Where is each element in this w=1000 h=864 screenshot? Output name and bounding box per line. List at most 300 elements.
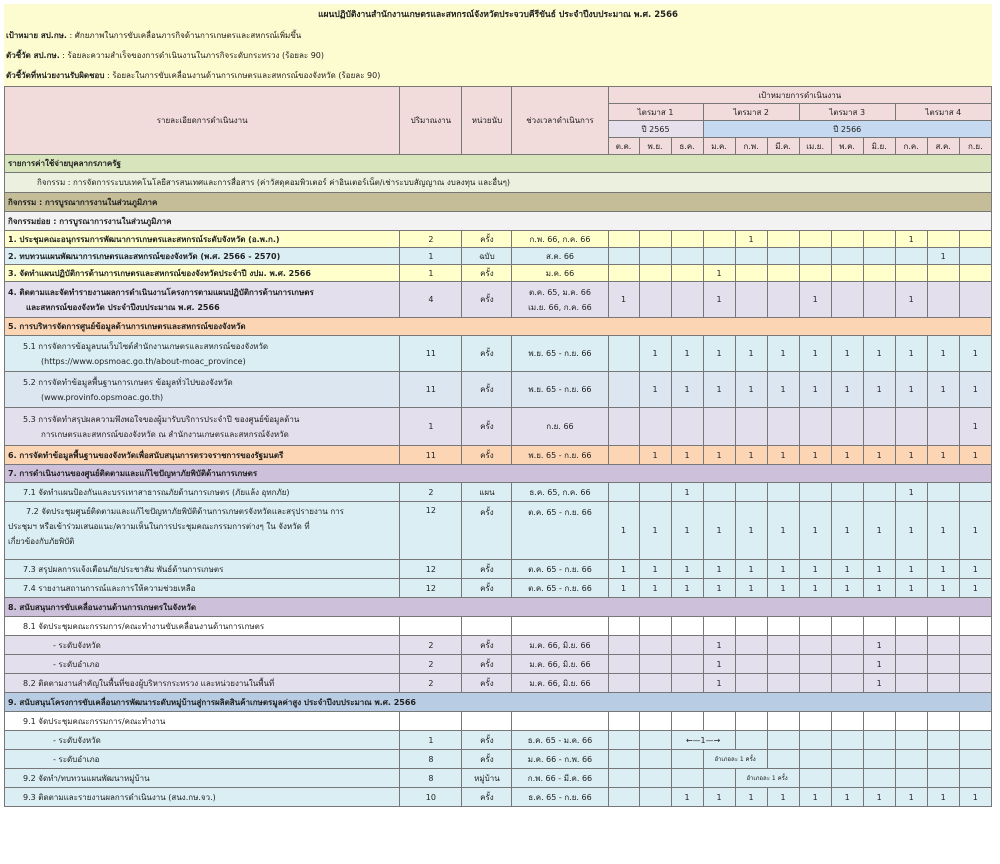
month-cell: 1 [927, 502, 959, 560]
month-cell [895, 248, 927, 265]
month-cell [767, 617, 799, 636]
section-label: 9. สนับสนุนโครงการขับเคลื่อนการพัฒนาระดับหมู่บ้านสู่การผลิตสินค้าเกษตรมูลค่าสูง ประจำปีงบประมาณ พ.ศ. 2566 [5, 693, 992, 712]
arrow-span [671, 731, 735, 750]
row-label: 9.2 จัดทำ/ทบทวนแผนพัฒนาหมู่บ้าน [5, 769, 400, 788]
row-unit: ครั้ง [462, 636, 512, 655]
month-cell: 1 [671, 446, 703, 465]
table-row [5, 617, 992, 636]
month-cell: 1 [927, 788, 959, 807]
page-title: แผนปฏิบัติงานสำนักงานเกษตรและสหกรณ์จังหวัดประจวบคีรีขันธ์ ประจำปีงบประมาณ พ.ศ. 2566 [318, 10, 678, 20]
month-cell: 1 [671, 483, 703, 502]
month-cell: 1 [927, 336, 959, 372]
month-cell: 1 [767, 560, 799, 579]
row-period: พ.ย. 65 - ก.ย. 66 [512, 336, 608, 372]
section-row [5, 155, 992, 173]
month-cell [671, 674, 703, 693]
month-cell [671, 655, 703, 674]
row-qty: 1 [400, 248, 462, 265]
quarter-3-header: ไตรมาส 3 [799, 104, 895, 121]
month-cell [799, 674, 831, 693]
month-cell: 1 [959, 336, 991, 372]
left-arrow-icon: ←— [685, 735, 701, 745]
month-cell: 1 [959, 560, 991, 579]
month-cell: 1 [895, 231, 927, 248]
row-label: 9.1 จัดประชุมคณะกรรมการ/คณะทำงาน [5, 712, 400, 731]
month-cell: 1 [735, 336, 767, 372]
month-header: พ.ค. [831, 138, 863, 155]
month-cell [703, 248, 735, 265]
month-cell [608, 712, 639, 731]
month-cell [799, 408, 831, 446]
month-cell [639, 636, 671, 655]
row-period: ม.ค. 66, มิ.ย. 66 [512, 636, 608, 655]
month-cell [799, 483, 831, 502]
month-cell: 1 [799, 502, 831, 560]
month-cell: 1 [831, 579, 863, 598]
month-cell: 1 [671, 560, 703, 579]
month-cell [799, 636, 831, 655]
month-cell: 1 [831, 372, 863, 408]
month-cell [927, 282, 959, 318]
table-row [5, 372, 992, 408]
month-cell [703, 231, 735, 248]
month-cell [895, 655, 927, 674]
month-cell [959, 282, 991, 318]
month-cell [735, 617, 767, 636]
row-unit: ครั้ง [462, 408, 512, 446]
row-period: ม.ค. 66, มิ.ย. 66 [512, 655, 608, 674]
col-target-header: เป้าหมายการดำเนินงาน [608, 87, 991, 104]
month-cell: 1 [639, 560, 671, 579]
row-qty: 1 [400, 265, 462, 282]
month-cell [608, 248, 639, 265]
month-cell [735, 655, 767, 674]
month-cell [927, 655, 959, 674]
month-cell [831, 408, 863, 446]
month-cell: 1 [863, 446, 895, 465]
month-cell [639, 483, 671, 502]
indicator-text: : ร้อยละความสำเร็จของการดำเนินงานในภารกิจระดับกระทรวง (ร้อยละ 90) [59, 51, 324, 60]
month-cell: 1 [831, 446, 863, 465]
month-cell: 1 [703, 282, 735, 318]
month-cell: 1 [703, 446, 735, 465]
month-header: ต.ค. [608, 138, 639, 155]
section-label: กิจกรรม : การบูรณาการงานในส่วนภูมิภาค [5, 193, 992, 212]
month-cell: 1 [767, 372, 799, 408]
month-cell [608, 372, 639, 408]
row-qty: 2 [400, 483, 462, 502]
month-cell [639, 712, 671, 731]
month-cell [863, 617, 895, 636]
month-cell [639, 248, 671, 265]
row-qty: 1 [400, 731, 462, 750]
section-label: รายการค่าใช้จ่ายบุคลากรภาครัฐ [5, 155, 992, 173]
section-label: 7. การดำเนินงานของศูนย์ติดตามและแก้ไขปัญหาภัยพิบัติด้านการเกษตร [5, 465, 992, 483]
row-qty: 11 [400, 446, 462, 465]
table-row [5, 446, 992, 465]
month-cell [608, 788, 639, 807]
month-cell [831, 231, 863, 248]
section-row [5, 465, 992, 483]
row-unit: หมู่บ้าน [462, 769, 512, 788]
row-label: 4. ติดตามและจัดทำรายงานผลการดำเนินงานโครงการตามแผนปฏิบัติการด้านการเกษตร และสหกรณ์ของจังหวัด ประจำปีงบประมาณ พ.ศ. 2566 [5, 282, 400, 318]
month-cell [671, 231, 703, 248]
month-cell: 1 [863, 336, 895, 372]
month-cell: 1 [959, 788, 991, 807]
month-cell [767, 674, 799, 693]
month-cell: 1 [608, 502, 639, 560]
month-cell [703, 617, 735, 636]
month-cell [831, 617, 863, 636]
row-period: ส.ค. 66 [512, 248, 608, 265]
month-cell [959, 712, 991, 731]
month-cell: 1 [959, 502, 991, 560]
month-cell: 1 [735, 560, 767, 579]
table-row [5, 579, 992, 598]
month-cell [831, 674, 863, 693]
month-cell: 1 [799, 560, 831, 579]
month-cell [608, 617, 639, 636]
row-period: ก.พ. 66 - มี.ค. 66 [512, 769, 608, 788]
month-cell [959, 265, 991, 282]
month-cell: 1 [863, 636, 895, 655]
month-cell [959, 674, 991, 693]
row-unit: ครั้ง [462, 502, 512, 560]
month-cell: 1 [671, 788, 703, 807]
row-period: ธ.ค. 65 - ม.ค. 66 [512, 731, 608, 750]
row-qty: 4 [400, 282, 462, 318]
month-cell: 1 [895, 282, 927, 318]
month-cell [735, 408, 767, 446]
month-cell [735, 712, 767, 731]
plan-table [4, 86, 992, 807]
month-cell [927, 265, 959, 282]
month-cell [799, 231, 831, 248]
table-row [5, 560, 992, 579]
month-cell: 1 [767, 336, 799, 372]
month-cell: 1 [608, 560, 639, 579]
month-cell [608, 336, 639, 372]
month-header: ก.ย. [959, 138, 991, 155]
month-cell [863, 248, 895, 265]
month-cell: 1 [927, 372, 959, 408]
month-cell [959, 248, 991, 265]
month-header: ธ.ค. [671, 138, 703, 155]
month-cell: 1 [959, 579, 991, 598]
row-label: 8.1 จัดประชุมคณะกรรมการ/คณะทำงานขับเคลื่อนงานด้านการเกษตร [5, 617, 400, 636]
row-label: 6. การจัดทำข้อมูลพื้นฐานของจังหวัดเพื่อสนับสนุนการตรวจราชการของรัฐมนตรี [5, 446, 400, 465]
month-cell [735, 636, 767, 655]
month-cell [608, 265, 639, 282]
month-cell [608, 655, 639, 674]
table-row [5, 265, 992, 282]
row-qty: 12 [400, 579, 462, 598]
row-label: - ระดับอำเภอ [5, 750, 400, 769]
month-cell [608, 483, 639, 502]
table-row [5, 712, 992, 731]
row-unit: ครั้ง [462, 265, 512, 282]
row-label: 5.2 การจัดทำข้อมูลพื้นฐานการเกษตร ข้อมูลทั่วไปของจังหวัด (www.provinfo.opsmoac.go.th) [5, 372, 400, 408]
month-header: มี.ค. [767, 138, 799, 155]
month-cell [639, 282, 671, 318]
row-qty: 8 [400, 769, 462, 788]
month-cell: 1 [735, 502, 767, 560]
month-header: ก.พ. [735, 138, 767, 155]
month-cell [671, 265, 703, 282]
row-label: 5.1 การจัดการข้อมูลบนเว็บไซต์สำนักงานเกษตรและสหกรณ์ของจังหวัด (https://www.opsmoac.go.th/about-moac_province) [5, 336, 400, 372]
month-cell: 1 [863, 372, 895, 408]
note-cell: อำเภอละ 1 ครั้ง [703, 750, 767, 769]
row-period: ม.ค. 66, มิ.ย. 66 [512, 674, 608, 693]
month-cell [671, 617, 703, 636]
month-cell: 1 [671, 579, 703, 598]
row-period: ก.ย. 66 [512, 408, 608, 446]
month-cell [799, 248, 831, 265]
month-cell [608, 674, 639, 693]
row-unit: ครั้ง [462, 446, 512, 465]
month-cell: 1 [703, 674, 735, 693]
month-cell: 1 [895, 788, 927, 807]
month-cell: 1 [799, 282, 831, 318]
month-cell: 1 [895, 372, 927, 408]
month-cell: 1 [895, 560, 927, 579]
month-cell: 1 [703, 560, 735, 579]
row-label: 7.4 รายงานสถานการณ์และการให้ความช่วยเหลือ [5, 579, 400, 598]
month-cell: 1 [831, 502, 863, 560]
month-cell [671, 408, 703, 446]
month-cell: 1 [735, 446, 767, 465]
row-period: ม.ค. 66 - ก.พ. 66 [512, 750, 608, 769]
month-cell [671, 282, 703, 318]
row-period: ก.พ. 66, ก.ค. 66 [512, 231, 608, 248]
month-cell: 1 [703, 655, 735, 674]
month-cell: 1 [671, 372, 703, 408]
row-qty: 10 [400, 788, 462, 807]
right-arrow-icon: —→ [705, 735, 721, 745]
row-label: 1. ประชุมคณะอนุกรรมการพัฒนาการเกษตรและสหกรณ์ระดับจังหวัด (อ.พ.ก.) [5, 231, 400, 248]
unit-indicator-label: ตัวชี้วัดที่หน่วยงานรับผิดชอบ [6, 71, 105, 80]
month-cell: 1 [895, 502, 927, 560]
row-unit: ครั้ง [462, 674, 512, 693]
month-cell [608, 408, 639, 446]
table-row [5, 336, 992, 372]
unit-indicator-text: : ร้อยละในการขับเคลื่อนงานด้านการเกษตรและสหกรณ์ของจังหวัด (ร้อยละ 90) [104, 71, 381, 80]
row-period: ต.ค. 65 - ก.ย. 66 [512, 502, 608, 560]
month-cell: 1 [927, 446, 959, 465]
month-cell [831, 248, 863, 265]
row-unit: ครั้ง [462, 560, 512, 579]
month-cell [863, 483, 895, 502]
month-cell [799, 655, 831, 674]
month-cell: 1 [703, 265, 735, 282]
row-qty: 2 [400, 636, 462, 655]
month-cell [639, 655, 671, 674]
row-unit: ครั้ง [462, 788, 512, 807]
row-label: 2. ทบทวนแผนพัฒนาการเกษตรและสหกรณ์ของจังหวัด (พ.ศ. 2566 - 2570) [5, 248, 400, 265]
table-row [5, 231, 992, 248]
row-period: พ.ย. 65 - ก.ย. 66 [512, 372, 608, 408]
table-row [5, 731, 992, 750]
month-cell: 1 [639, 502, 671, 560]
month-cell [799, 617, 831, 636]
month-cell: 1 [799, 336, 831, 372]
month-cell [735, 265, 767, 282]
row-qty: 11 [400, 336, 462, 372]
month-header: เม.ย. [799, 138, 831, 155]
row-period: ธ.ค. 65, ก.ค. 66 [512, 483, 608, 502]
table-row [5, 502, 992, 560]
section-row [5, 193, 992, 212]
month-cell [831, 636, 863, 655]
row-qty: 12 [400, 502, 462, 560]
month-cell: 1 [831, 336, 863, 372]
row-label: - ระดับจังหวัด [5, 731, 400, 750]
month-cell: 1 [735, 231, 767, 248]
month-cell: 1 [735, 579, 767, 598]
month-cell: 1 [927, 248, 959, 265]
month-cell: 1 [735, 372, 767, 408]
row-label: 7.3 สรุปผลการแจ้งเตือนภัย/ประชาสัม พันธ์ด้านการเกษตร [5, 560, 400, 579]
arrow-value: 1 [700, 735, 706, 745]
col-period-header: ช่วงเวลาดำเนินการ [512, 87, 608, 155]
month-cell [863, 408, 895, 446]
month-cell: 1 [703, 502, 735, 560]
month-cell: 1 [639, 446, 671, 465]
activity-row [5, 173, 992, 193]
month-header: ม.ค. [703, 138, 735, 155]
month-cell [703, 408, 735, 446]
table-row [5, 408, 992, 446]
month-cell [959, 617, 991, 636]
month-cell: 1 [608, 282, 639, 318]
row-qty: 11 [400, 372, 462, 408]
month-cell [735, 282, 767, 318]
year-2565-header: ปี 2565 [608, 121, 703, 138]
year-2566-header: ปี 2566 [703, 121, 991, 138]
month-cell [767, 655, 799, 674]
month-cell [767, 265, 799, 282]
row-unit: แผน [462, 483, 512, 502]
month-cell [703, 483, 735, 502]
month-header: มิ.ย. [863, 138, 895, 155]
month-cell: 1 [895, 579, 927, 598]
month-cell [608, 446, 639, 465]
month-cell [767, 636, 799, 655]
row-unit: ครั้ง [462, 731, 512, 750]
month-cell [767, 483, 799, 502]
table-row [5, 750, 992, 769]
month-cell [703, 712, 735, 731]
month-cell [863, 282, 895, 318]
month-cell [927, 617, 959, 636]
month-cell [608, 636, 639, 655]
month-cell [671, 636, 703, 655]
month-cell: 1 [703, 636, 735, 655]
month-cell [927, 712, 959, 731]
month-cell [735, 483, 767, 502]
row-unit: ครั้ง [462, 231, 512, 248]
month-cell: 1 [767, 502, 799, 560]
month-cell [863, 265, 895, 282]
row-qty: 1 [400, 408, 462, 446]
quarter-2-header: ไตรมาส 2 [703, 104, 799, 121]
row-label: - ระดับอำเภอ [5, 655, 400, 674]
section-row [5, 598, 992, 617]
month-cell [831, 712, 863, 731]
month-cell: 1 [671, 502, 703, 560]
row-period: พ.ย. 65 - ก.ย. 66 [512, 446, 608, 465]
month-cell [895, 265, 927, 282]
unit-indicator-line [4, 66, 992, 86]
month-cell: 1 [671, 336, 703, 372]
row-qty: 2 [400, 655, 462, 674]
month-cell [767, 408, 799, 446]
target-text: : ศักยภาพในการขับเคลื่อนภารกิจด้านการเกษตรและสหกรณ์เพิ่มขึ้น [66, 31, 302, 40]
month-cell: 1 [735, 788, 767, 807]
row-period: ต.ค. 65 - ก.ย. 66 [512, 579, 608, 598]
month-cell [639, 788, 671, 807]
month-cell: 1 [863, 579, 895, 598]
month-cell: 1 [863, 788, 895, 807]
row-label: 8.2 ติดตามงานสำคัญในพื้นที่ของผู้บริหารกระทรวง และหน่วยงานในพื้นที่ [5, 674, 400, 693]
month-cell [767, 712, 799, 731]
target-label: เป้าหมาย สป.กษ. [6, 31, 67, 40]
row-qty: 12 [400, 560, 462, 579]
table-row [5, 483, 992, 502]
row-unit: ฉบับ [462, 248, 512, 265]
section-row [5, 318, 992, 336]
month-cell: 1 [639, 579, 671, 598]
month-cell: 1 [863, 655, 895, 674]
month-cell [895, 674, 927, 693]
month-cell [927, 483, 959, 502]
month-cell [767, 282, 799, 318]
month-cell: 1 [703, 788, 735, 807]
row-period: ต.ค. 65, ม.ค. 66 เม.ย. 66, ก.ค. 66 [512, 282, 608, 318]
row-period: ต.ค. 65 - ก.ย. 66 [512, 560, 608, 579]
month-cell: 1 [767, 788, 799, 807]
section-label: 5. การบริหารจัดการศูนย์ข้อมูลด้านการเกษตรและสหกรณ์ของจังหวัด [5, 318, 992, 336]
month-cell [767, 248, 799, 265]
month-cell: 1 [799, 788, 831, 807]
month-cell [895, 617, 927, 636]
month-cell [639, 408, 671, 446]
table-row [5, 282, 992, 318]
month-cell [959, 655, 991, 674]
month-cell [767, 231, 799, 248]
row-unit: ครั้ง [462, 655, 512, 674]
row-label: 3. จัดทำแผนปฏิบัติการด้านการเกษตรและสหกรณ์ของจังหวัดประจำปี งปม. พ.ศ. 2566 [5, 265, 400, 282]
row-label: 5.3 การจัดทำสรุปผลความพึงพอใจของผู้มารับบริการประจำปี ของศูนย์ข้อมูลด้าน การเกษตรและสหกรณ์ของจังหวัด ณ สำนักงานเกษตรและสหกรณ์จังหวัด [5, 408, 400, 446]
month-cell [895, 712, 927, 731]
month-cell: 1 [927, 579, 959, 598]
month-cell: 1 [799, 579, 831, 598]
note-cell: อำเภอละ 1 ครั้ง [735, 769, 799, 788]
row-unit: ครั้ง [462, 282, 512, 318]
activity-label: กิจกรรม : การจัดการระบบเทคโนโลยีสารสนเทศและการสื่อสาร (ค่าวัสดุคอมพิวเตอร์ ค่าอินเตอร์เน็ต/เช่าระบบสัญญาณ งบลงทุน และอื่นๆ) [5, 173, 992, 193]
subactivity-label: กิจกรรมย่อย : การบูรณาการงานในส่วนภูมิภาค [5, 212, 992, 231]
month-cell: 1 [895, 446, 927, 465]
quarter-4-header: ไตรมาส 4 [895, 104, 991, 121]
month-cell [671, 712, 703, 731]
row-unit: ครั้ง [462, 750, 512, 769]
quarter-1-header: ไตรมาส 1 [608, 104, 703, 121]
month-cell [639, 617, 671, 636]
indicator-label: ตัวชี้วัด สป.กษ. [6, 51, 60, 60]
month-cell [895, 408, 927, 446]
month-cell [927, 408, 959, 446]
month-cell [735, 248, 767, 265]
